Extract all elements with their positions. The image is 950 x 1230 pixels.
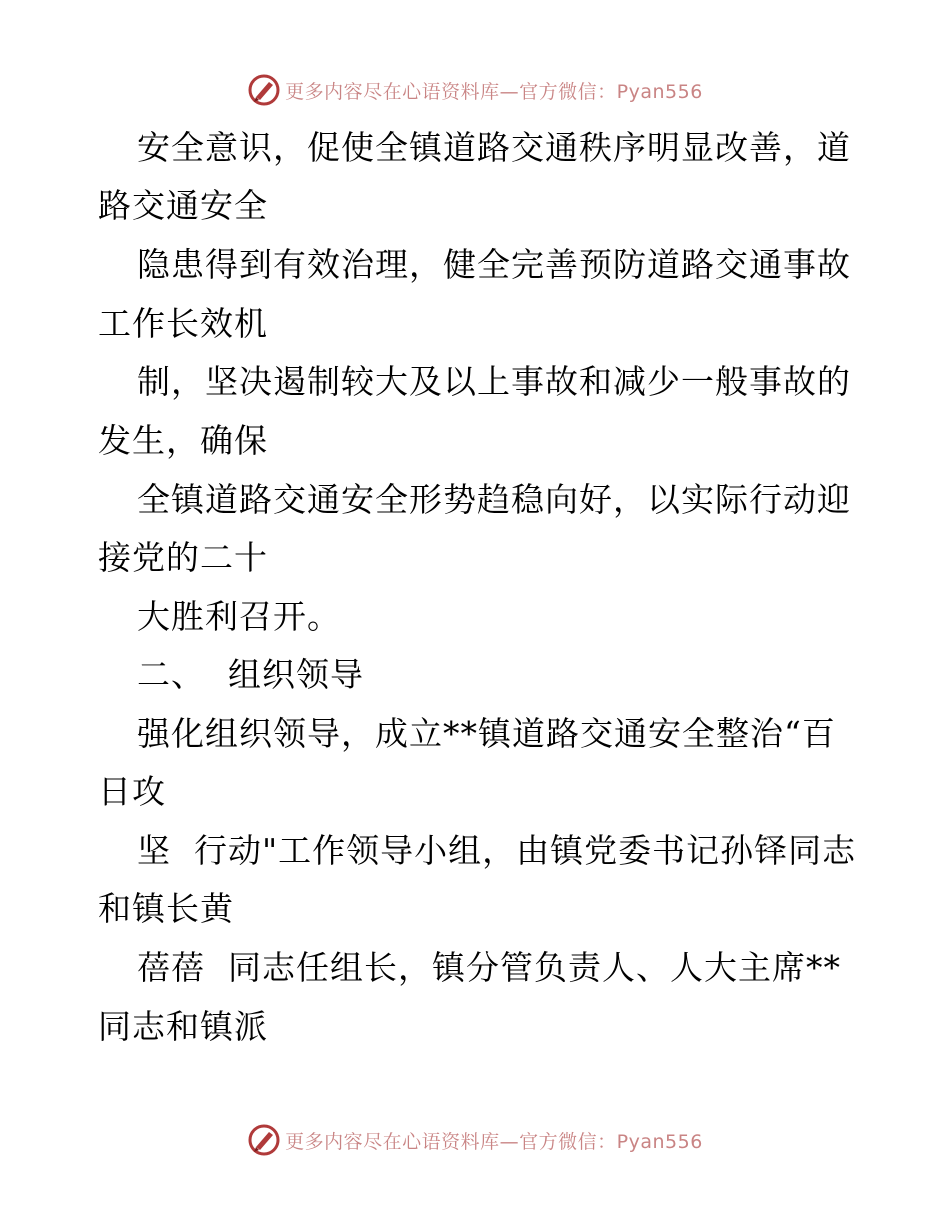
footer-banner-text: 更多内容尽在心语资料库—官方微信：Pyan556 <box>285 1130 703 1153</box>
body-line: 和镇长黄 <box>98 889 234 928</box>
header-banner-text: 更多内容尽在心语资料库—官方微信：Pyan556 <box>285 80 703 103</box>
body-line: 日攻 <box>98 772 166 811</box>
body-line: 安全意识，促使全镇道路交通秩序明显改善，道 <box>137 128 851 167</box>
pen-seal-icon <box>247 73 281 107</box>
body-line: 制，坚决遏制较大及以上事故和减少一般事故的 <box>137 362 851 401</box>
section-heading: 二、 组织领导 <box>137 655 364 694</box>
body-line: 路交通安全 <box>98 186 268 225</box>
header-banner <box>0 70 950 110</box>
body-line: 同志和镇派 <box>98 1007 268 1046</box>
body-line: 坚 行动"工作领导小组，由镇党委书记孙铎同志 <box>137 831 857 870</box>
body-line: 强化组织领导，成立**镇道路交通安全整治“百 <box>137 714 836 753</box>
body-line: 接党的二十 <box>98 538 268 577</box>
body-line: 隐患得到有效治理，健全完善预防道路交通事故 <box>137 245 851 284</box>
body-line: 全镇道路交通安全形势趋稳向好，以实际行动迎 <box>137 480 851 519</box>
body-line: 大胜利召开。 <box>137 597 341 636</box>
body-line: 发生，确保 <box>98 421 268 460</box>
footer-banner <box>0 1120 950 1160</box>
body-line: 蓓蓓 同志任组长，镇分管负责人、人大主席** <box>137 948 841 987</box>
pen-seal-icon <box>247 1123 281 1157</box>
body-line: 工作长效机 <box>98 304 268 343</box>
